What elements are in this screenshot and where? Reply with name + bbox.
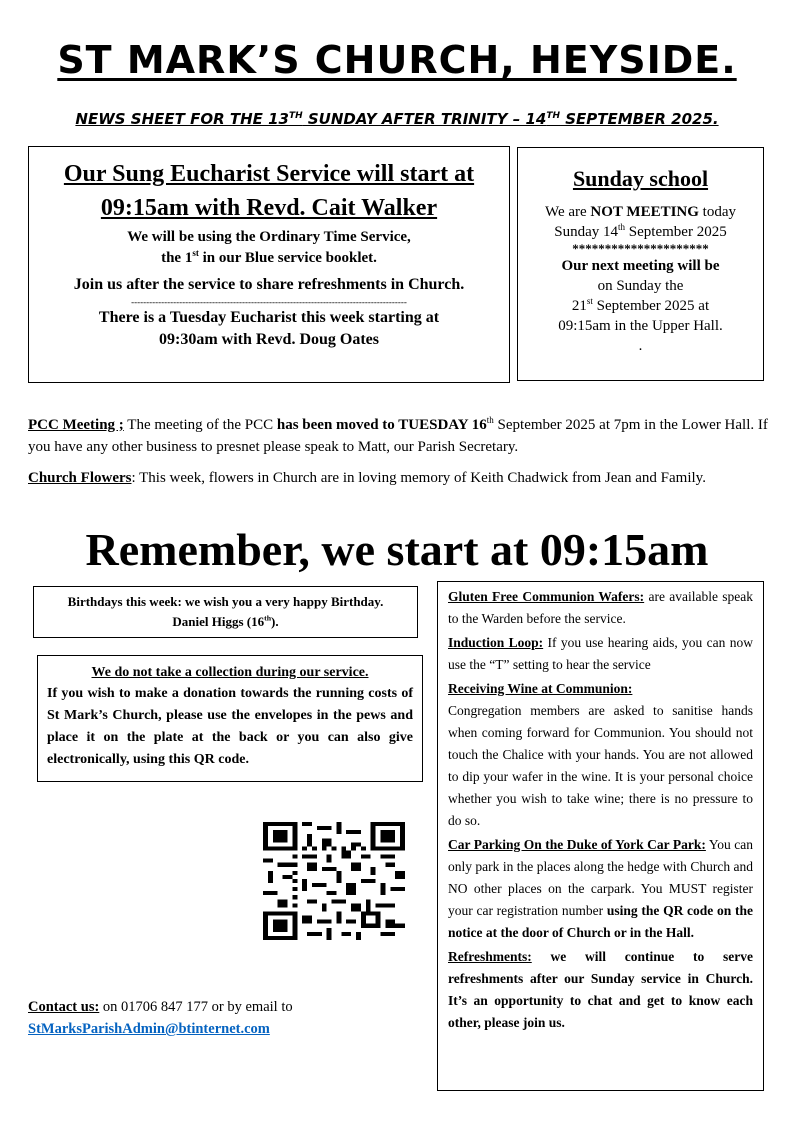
subtitle-part: SUNDAY AFTER TRINITY – 14 [302, 110, 547, 128]
service-join: Join us after the service to share refreshments in Church. [73, 276, 465, 293]
contact-email-link[interactable]: StMarksParishAdmin@btinternet.com [28, 1021, 270, 1037]
sunday-school-line4: on Sunday the [597, 278, 684, 294]
service-line2 [37, 248, 501, 269]
parking-text: You can only park in the places along the hedge with Church and NO other places on the carpark. You MUST register your car registration number [448, 837, 753, 918]
page-subtitle [0, 110, 794, 128]
pcc-paragraph [28, 414, 768, 458]
service-box [28, 146, 510, 383]
refresh-label: Refreshments: [448, 949, 532, 964]
sunday-school-line1 [522, 202, 759, 222]
collection-box [37, 655, 423, 782]
remember-banner: Remember, we start at 09:15am [85, 524, 709, 575]
pcc-sup: th [486, 415, 494, 425]
gluten-text: are available speak to the Warden before the service. [448, 589, 753, 626]
contact-line [28, 996, 428, 1018]
service-tuesday2: 09:30am with Revd. Doug Oates [159, 331, 379, 348]
ss-text: September 2025 [625, 224, 727, 240]
parking-text-bold: using the QR code on the notice at the door of Church or in the Hall. [448, 903, 753, 940]
parking-label: Car Parking On the Duke of York Car Park: [448, 837, 706, 852]
sunday-school-line2 [522, 222, 759, 242]
service-line1: We will be using the Ordinary Time Service, [127, 229, 411, 245]
ss-text: Sunday 14 [554, 224, 619, 240]
wine-text: Congregation members are asked to sanitise hands when coming forward for Communion. You should not touch the Chalice with your hands. You are not allowed to dip your wafer in the wine. It is your personal choice whether you wish to take wine; there is no pressure to do so. [448, 703, 753, 828]
collection-heading: We do not take a collection during our service. [91, 665, 369, 680]
parking-notice [448, 834, 753, 944]
ss-sup: th [618, 222, 626, 232]
service-line2-text: the 1 [161, 250, 193, 266]
service-heading-line2: 09:15am with Revd. Cait Walker [100, 195, 438, 221]
notices-box [437, 581, 764, 1091]
service-line2-text: in our Blue service booklet. [198, 250, 377, 266]
birthdays-sup: th [264, 613, 272, 623]
subtitle-sup: TH [546, 111, 561, 121]
sunday-school-line7: . [638, 338, 643, 354]
ss-text-bold: NOT MEETING [590, 204, 699, 220]
gluten-label: Gluten Free Communion Wafers: [448, 589, 645, 604]
qr-code[interactable] [263, 822, 405, 940]
sunday-school-box [517, 147, 764, 381]
pcc-text-bold: has been moved to TUESDAY 16 [276, 417, 487, 433]
sunday-school-heading: Sunday school [572, 166, 709, 191]
ss-text: today [698, 204, 736, 220]
birthdays-text: Daniel Higgs (16 [172, 614, 265, 629]
loop-notice [448, 632, 753, 676]
page-title: ST MARK’S CHURCH, HEYSIDE. [57, 38, 737, 82]
sunday-school-line5 [522, 296, 759, 316]
flowers-label: Church Flowers [28, 470, 132, 486]
loop-label: Induction Loop: [448, 635, 544, 650]
refresh-text: we will continue to serve refreshments after our Sunday service in Church. It’s an opportunity to chat and get to know each other, please join us. [448, 949, 753, 1030]
birthdays-line1: Birthdays this week: we wish you a very happy Birthday. [67, 594, 384, 609]
wine-label: Receiving Wine at Communion: [448, 681, 633, 696]
gluten-notice [448, 586, 753, 630]
flowers-paragraph [28, 467, 768, 489]
pcc-label: PCC Meeting ; [28, 417, 124, 433]
collection-text: If you wish to make a donation towards the running costs of St Mark’s Church, please use the envelopes in the pews and place it on the plate at the back or you can also give electronically, using this QR code. [47, 686, 413, 767]
service-heading-line1: Our Sung Eucharist Service will start at [63, 161, 475, 187]
ss-sup: st [586, 296, 593, 306]
ss-text: 21 [571, 298, 587, 314]
loop-text: If you use hearing aids, you can now use the “T” setting to hear the service [448, 635, 753, 672]
birthdays-box [33, 586, 418, 638]
sunday-school-line3: Our next meeting will be [561, 258, 720, 274]
contact-block [28, 996, 428, 1040]
flowers-text: : This week, flowers in Church are in loving memory of Keith Chadwick from Jean and Family. [131, 470, 706, 486]
service-line2-sup: st [192, 248, 199, 258]
subtitle-part: NEWS SHEET FOR THE 13 [75, 110, 289, 128]
service-divider: -------------------------------------------------------------------------------------------- [131, 297, 407, 307]
pcc-text: September 2025 at 7pm in the Lower Hall. If you have any other business to presnet please speak to Matt, our Parish Secretary. [28, 417, 768, 455]
ss-text: September 2025 at [592, 298, 710, 314]
ss-text: We are [544, 204, 591, 220]
sunday-school-stars: ********************* [572, 241, 709, 256]
contact-text: on 01706 847 177 or by email to [99, 999, 293, 1015]
subtitle-sup: TH [288, 111, 303, 121]
birthdays-text: ). [271, 614, 279, 629]
sunday-school-line6: 09:15am in the Upper Hall. [558, 318, 723, 334]
refresh-notice [448, 946, 753, 1034]
service-tuesday1: There is a Tuesday Eucharist this week starting at [98, 309, 440, 326]
pcc-text: The meeting of the PCC [123, 417, 277, 433]
subtitle-part: SEPTEMBER 2025. [560, 110, 719, 128]
birthdays-line2 [38, 612, 413, 632]
contact-label: Contact us: [28, 999, 100, 1015]
